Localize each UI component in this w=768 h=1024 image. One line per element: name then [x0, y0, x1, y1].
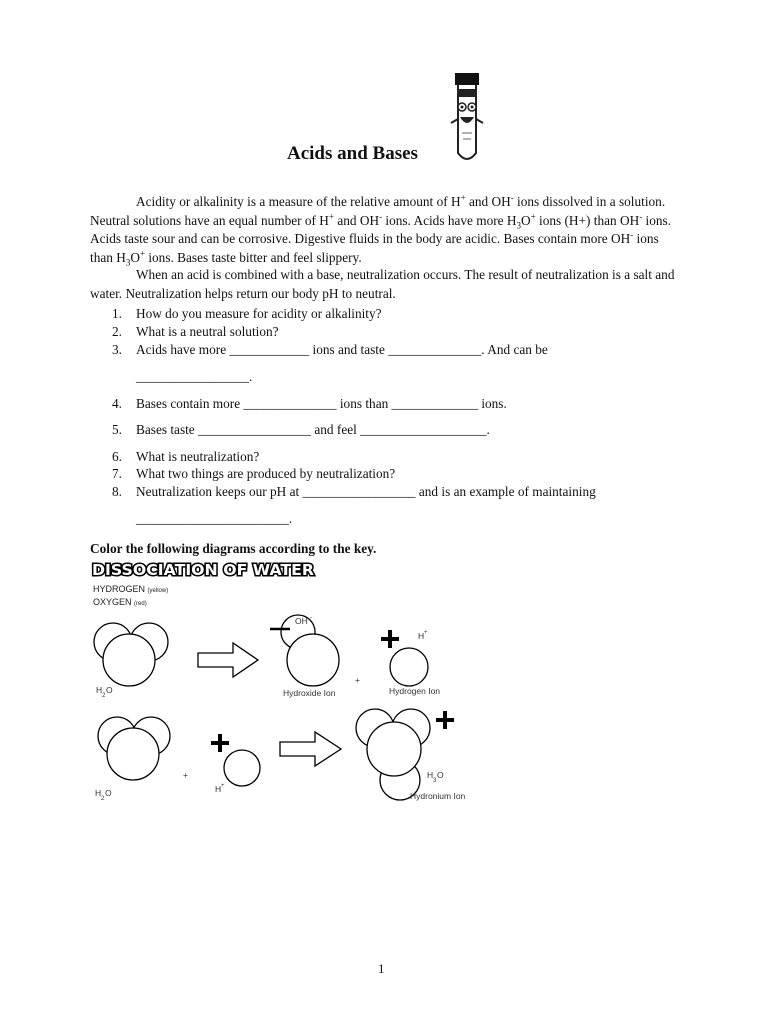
- svg-text:O: O: [105, 788, 112, 798]
- svg-text:2: 2: [102, 693, 106, 699]
- page-number: 1: [378, 961, 385, 976]
- plus-icon-2: [211, 734, 229, 752]
- dissociation-banner: [90, 560, 316, 579]
- hydronium-ion: [356, 709, 430, 800]
- svg-text:DISSOCIATION OF WATER: DISSOCIATION OF WATER: [92, 561, 315, 579]
- svg-text:H: H: [215, 784, 222, 794]
- dissociation-diagram: [85, 610, 485, 810]
- svg-text:-: -: [310, 615, 312, 621]
- svg-text:+: +: [221, 783, 225, 789]
- hydrogen-ion: [390, 648, 428, 686]
- arrow-2-icon: [280, 732, 341, 766]
- page-title: Acids and Bases: [287, 143, 418, 164]
- plus-icon-3: [436, 711, 454, 729]
- svg-text:O: O: [106, 685, 113, 695]
- intro-paragraph-2: When an acid is combined with a base, neutralization occurs. The result of neutralization is a salt and water. Neutralization helps return our body pH to neutral.: [90, 267, 675, 301]
- hydrogen-ion-2: [224, 750, 260, 786]
- svg-text:H: H: [96, 685, 103, 695]
- svg-text:+: +: [424, 630, 428, 636]
- intro-paragraph-1: Acidity or alkalinity is a measure of the relative amount of H+ and OH- ions dissolved in a solution. Neutral solutions have an equal number of H+ and OH- ions. Acids have more $H_3O^+$ ions (H+) than OH- ions. Acids taste sour and can be corrosive. Digestive fluids in the body are acidic. Bases contain more OH- ions than $H_3O^+$ ions. Bases taste bitter and feel slippery.: [90, 192, 672, 268]
- color-instruction-heading: Color the following diagrams according to the key.: [90, 541, 377, 556]
- svg-text:H: H: [418, 631, 425, 641]
- svg-text:Hydronium Ion: Hydronium Ion: [410, 791, 466, 801]
- question-5: 5. Bases taste _________________ and feel ___________________.: [112, 422, 490, 437]
- key-oxygen: OXYGEN (red): [93, 597, 147, 607]
- water-molecule-1: [94, 623, 168, 686]
- svg-text:O: O: [437, 770, 444, 780]
- plus-sign-2: +: [183, 770, 188, 780]
- question-7: 7. What two things are produced by neutralization?: [112, 466, 396, 481]
- test-tube-mascot-icon: [448, 73, 486, 165]
- svg-text:OH: OH: [295, 616, 308, 626]
- question-2: 2. What is a neutral solution?: [112, 324, 279, 339]
- question-8: 8. Neutralization keeps our pH at _________________ and is an example of maintaining: [112, 484, 596, 499]
- svg-text:H: H: [95, 788, 102, 798]
- question-3: 3. Acids have more ____________ ions and taste ______________. And can be: [112, 342, 548, 357]
- svg-text:2: 2: [101, 796, 105, 802]
- svg-text:Hydrogen Ion: Hydrogen Ion: [389, 686, 441, 696]
- svg-text:H: H: [427, 770, 434, 780]
- arrow-1-icon: [198, 643, 258, 677]
- plus-sign: +: [355, 675, 360, 685]
- plus-icon-1: [381, 630, 399, 648]
- water-molecule-2: [98, 717, 170, 780]
- question-8-continuation: _______________________.: [136, 511, 293, 526]
- svg-text:3: 3: [433, 778, 437, 784]
- question-1: 1. How do you measure for acidity or alkalinity?: [112, 306, 382, 321]
- hydroxide-ion: [281, 615, 339, 686]
- svg-text:Hydroxide Ion: Hydroxide Ion: [283, 688, 336, 698]
- question-3-continuation: _________________.: [136, 369, 253, 384]
- question-6: 6. What is neutralization?: [112, 449, 260, 464]
- key-hydrogen: HYDROGEN (yellow): [93, 584, 169, 594]
- question-4: 4. Bases contain more ______________ ions than _____________ ions.: [112, 396, 507, 411]
